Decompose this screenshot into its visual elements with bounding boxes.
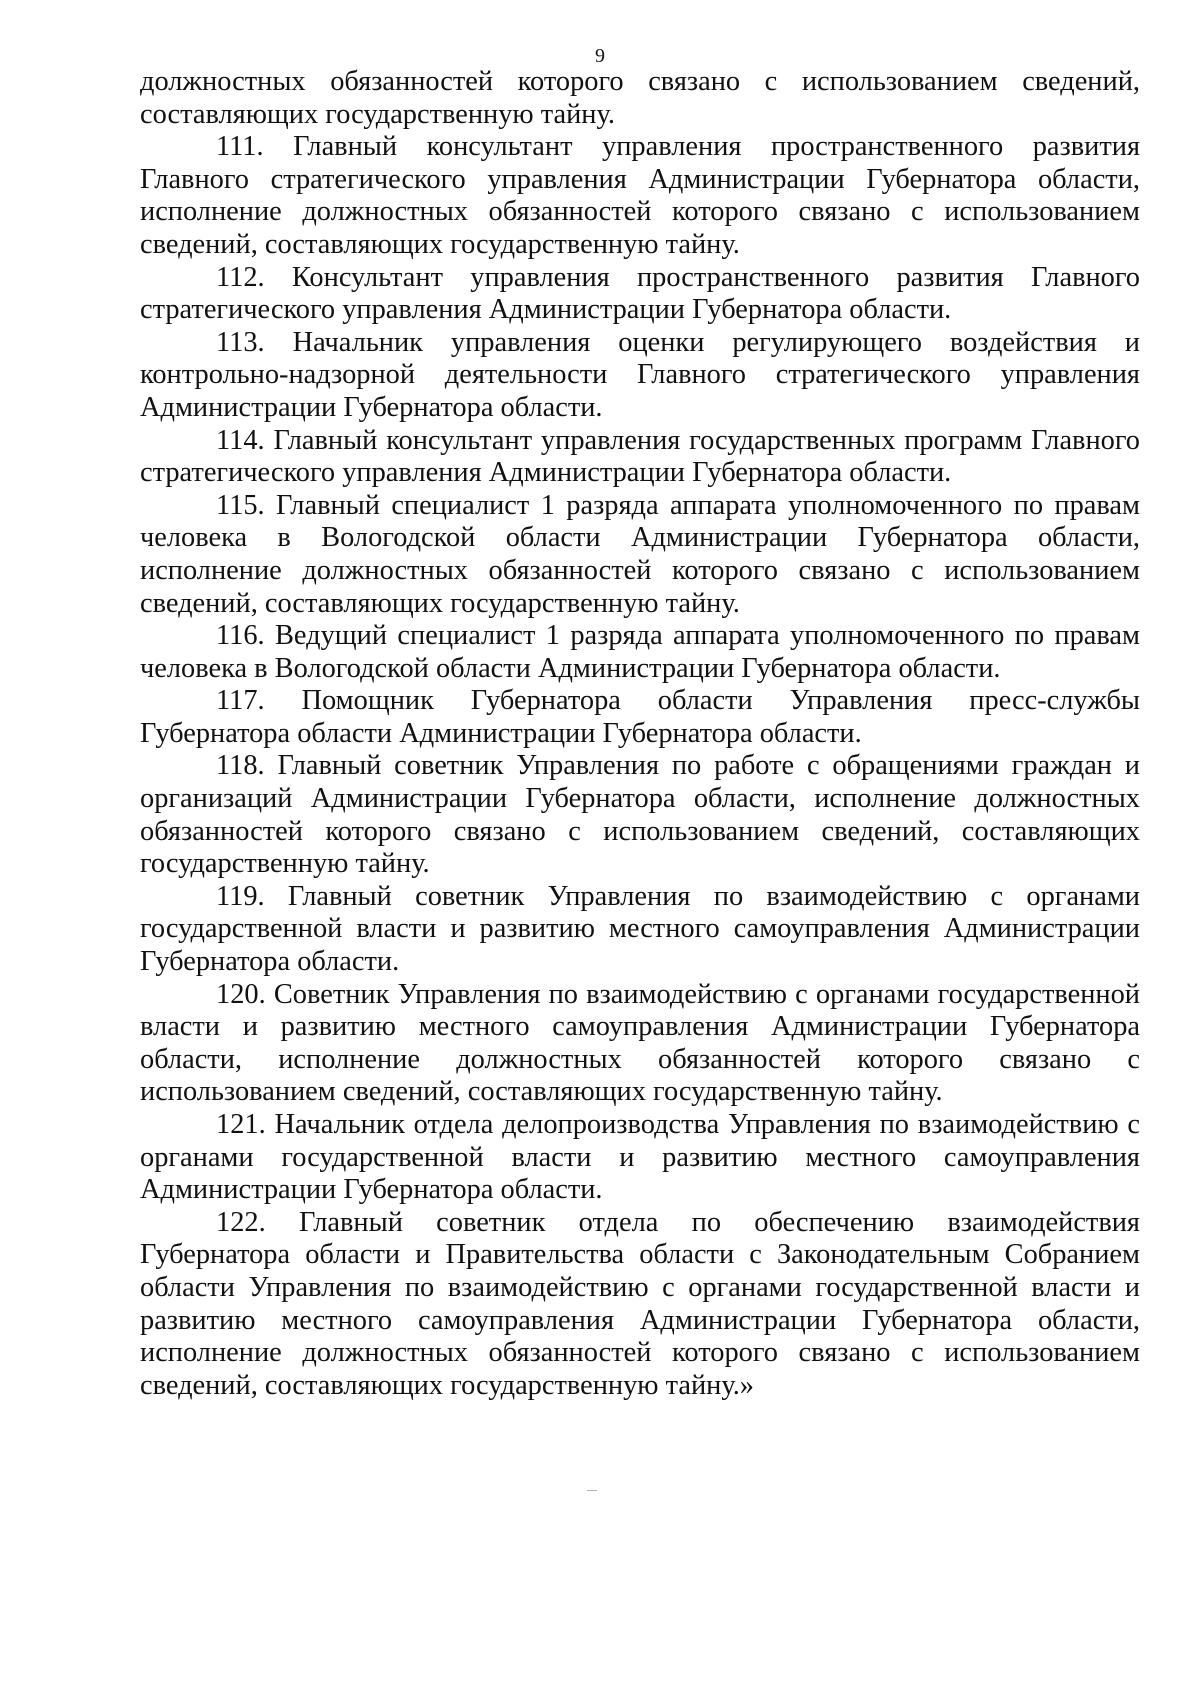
list-item-119: 119. Главный советник Управления по взаимодействию с органами государственной власти и развитию местного самоуправления Администрации Губернатора области. xyxy=(140,880,1140,978)
list-item-117: 117. Помощник Губернатора области Управления пресс-службы Губернатора области Администрации Губернатора области. xyxy=(140,685,1140,749)
list-item-111: 111. Главный консультант управления пространственного развития Главного стратегического управления Администрации Губернатора области, исполнение должностных обязанностей которого связано с использованием сведений, составляющих государственную тайну. xyxy=(140,131,1140,260)
document-body xyxy=(140,66,1140,1402)
list-item-114: 114. Главный консультант управления государственных программ Главного стратегического управления Администрации Губернатора области. xyxy=(140,424,1140,489)
page-number: 9 xyxy=(595,45,605,67)
list-item-118: 118. Главный советник Управления по работе с обращениями граждан и организаций Администрации Губернатора области, исполнение должностных обязанностей которого связано с использованием сведений, составляющих государственную тайну. xyxy=(140,750,1140,880)
list-item-122: 122. Главный советник отдела по обеспечению взаимодействия Губернатора области и Правительства области с Законодательным Собранием области Управления по взаимодействию с органами государственной власти и развитию местного самоуправления Администрации Губернатора области, исполнение должностных обязанностей которого связано с использованием сведений, составляющих государственную тайну.» xyxy=(140,1206,1140,1401)
paragraph-continuation: должностных обязанностей которого связано с использованием сведений, составляющих государственную тайну. xyxy=(140,66,1140,130)
list-item-116: 116. Ведущий специалист 1 разряда аппарата уполномоченного по правам человека в Вологодской области Администрации Губернатора области. xyxy=(140,620,1140,684)
list-item-113: 113. Начальник управления оценки регулирующего воздействия и контрольно-надзорной деятельности Главного стратегического управления Администрации Губернатора области. xyxy=(140,326,1140,423)
list-item-112: 112. Консультант управления пространственного развития Главного стратегического управления Администрации Губернатора области. xyxy=(140,261,1140,326)
list-item-115: 115. Главный специалист 1 разряда аппарата уполномоченного по правам человека в Вологодской области Администрации Губернатора области, исполнение должностных обязанностей которого связано с использованием сведений, составляющих государственную тайну. xyxy=(140,489,1140,619)
list-item-120: 120. Советник Управления по взаимодействию с органами государственной власти и развитию местного самоуправления Администрации Губернатора области, исполнение должностных обязанностей которого связано с использованием сведений, составляющих государственную тайну. xyxy=(140,978,1140,1108)
scan-artifact xyxy=(587,1490,597,1491)
list-item-121: 121. Начальник отдела делопроизводства Управления по взаимодействию с органами государственной власти и развитию местного самоуправления Администрации Губернатора области. xyxy=(140,1109,1140,1206)
